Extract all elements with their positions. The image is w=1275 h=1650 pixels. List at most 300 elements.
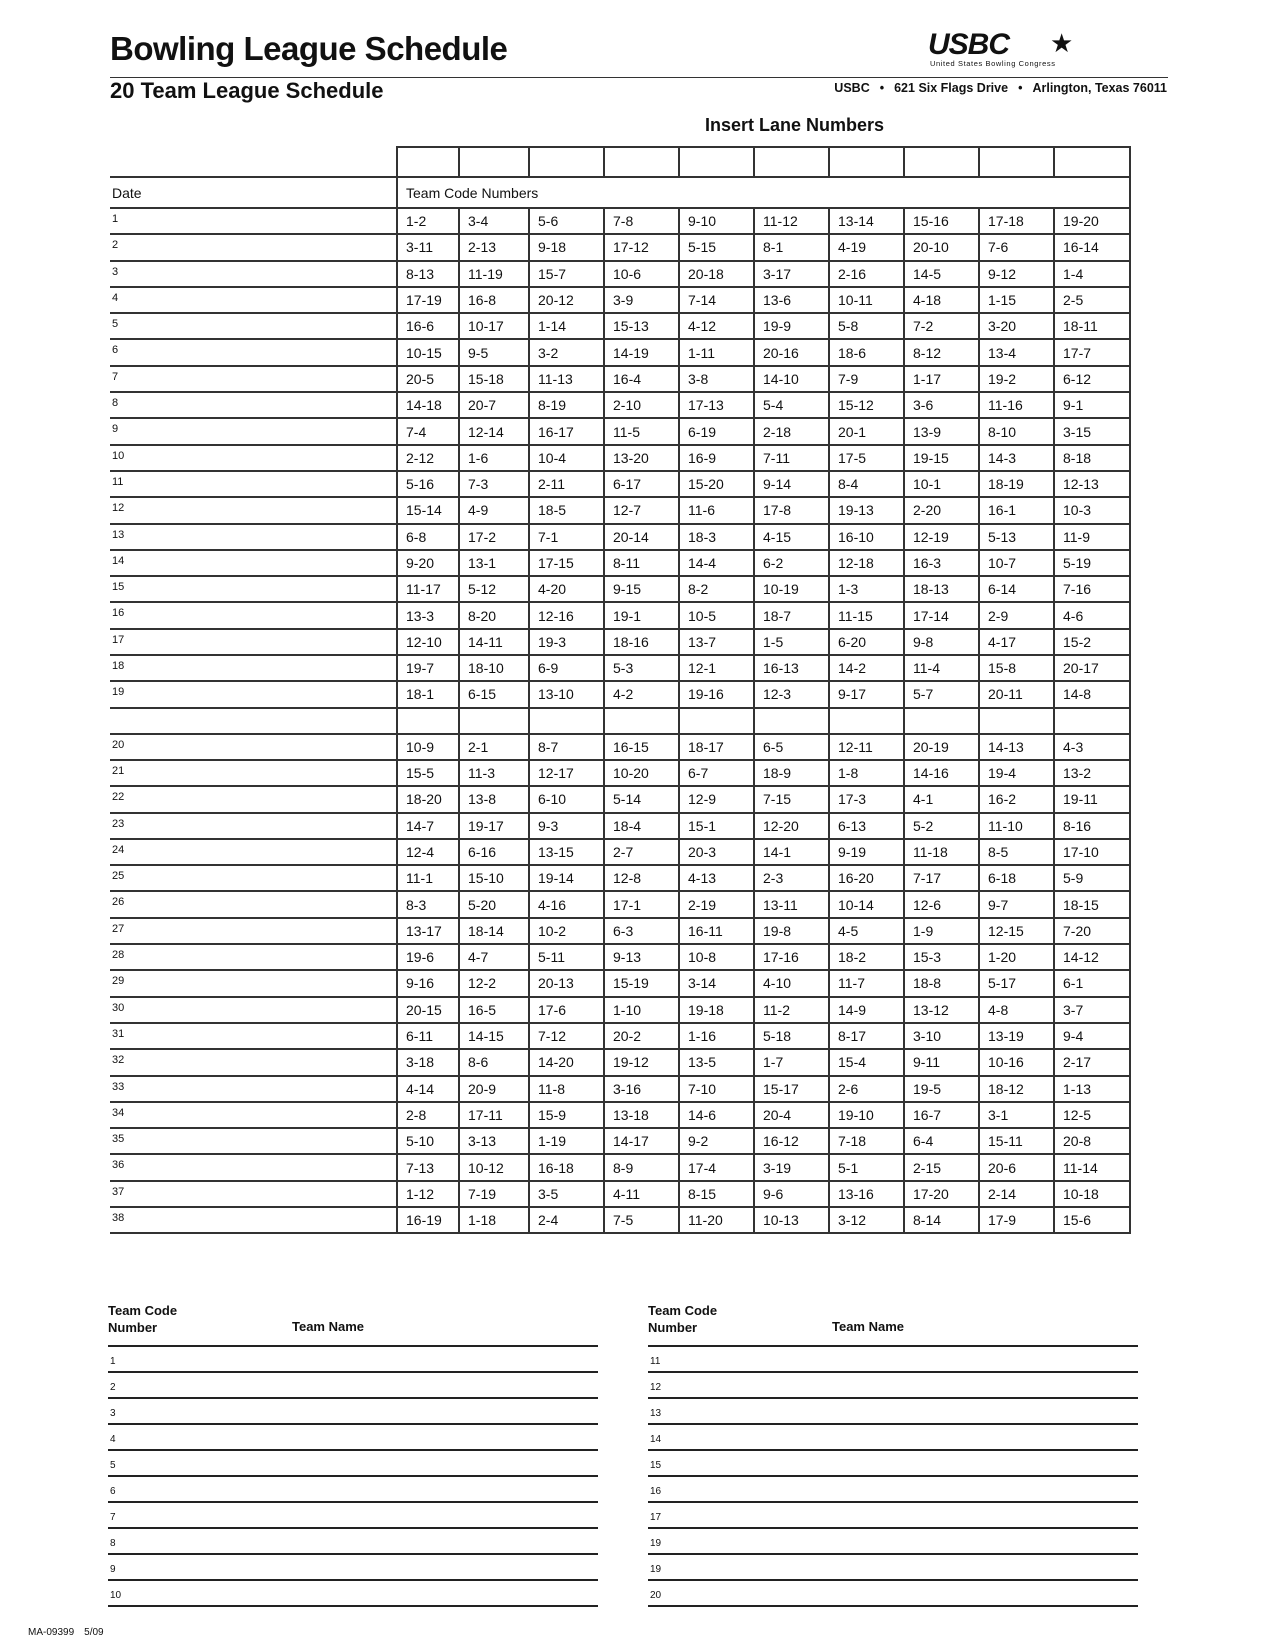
matchup-cell: 17-11 <box>459 1102 529 1128</box>
week-row <box>110 1023 1130 1049</box>
matchup-cell: 12-8 <box>604 865 679 891</box>
matchup-cell: 6-1 <box>1054 970 1130 996</box>
matchup-cell: 5-17 <box>979 970 1054 996</box>
team-code-number: 19 <box>650 1538 662 1549</box>
page-subtitle: 20 Team League Schedule <box>110 78 384 103</box>
matchup-cell: 3-6 <box>904 392 979 418</box>
week-number: 17 <box>110 629 397 655</box>
matchup-cell: 2-20 <box>904 497 979 523</box>
matchup-cell: 3-14 <box>679 970 754 996</box>
team-name-line[interactable] <box>108 1475 598 1501</box>
matchup-cell: 3-20 <box>979 313 1054 339</box>
team-code-number: 10 <box>110 1590 122 1601</box>
matchup-cell: 18-6 <box>829 339 904 365</box>
matchup-cell: 7-18 <box>829 1128 904 1154</box>
week-row <box>110 681 1130 707</box>
matchup-cell: 15-12 <box>829 392 904 418</box>
team-code-number: 12 <box>650 1382 662 1393</box>
matchup-cell: 8-20 <box>459 602 529 628</box>
week-row <box>110 1102 1130 1128</box>
matchup-cell: 6-3 <box>604 918 679 944</box>
matchup-cell: 7-1 <box>529 524 604 550</box>
matchup-cell: 8-1 <box>754 234 829 260</box>
matchup-cell: 17-5 <box>829 445 904 471</box>
matchup-cell: 14-12 <box>1054 944 1130 970</box>
team-name-line[interactable] <box>648 1527 1138 1553</box>
matchup-cell: 12-1 <box>679 655 754 681</box>
lane-number-input[interactable] <box>679 147 754 177</box>
matchup-cell: 3-8 <box>679 366 754 392</box>
matchup-cell: 9-8 <box>904 629 979 655</box>
matchup-cell: 4-2 <box>604 681 679 707</box>
matchup-cell: 9-14 <box>754 471 829 497</box>
matchup-cell: 4-8 <box>979 997 1054 1023</box>
week-number: 29 <box>110 970 397 996</box>
address-street: 621 Six Flags Drive <box>894 81 1009 95</box>
matchup-cell: 17-18 <box>979 208 1054 234</box>
matchup-cell: 16-11 <box>679 918 754 944</box>
matchup-cell: 13-12 <box>904 997 979 1023</box>
matchup-cell: 7-9 <box>829 366 904 392</box>
week-number: 27 <box>110 918 397 944</box>
lane-number-input[interactable] <box>529 147 604 177</box>
team-name-line[interactable] <box>108 1553 598 1579</box>
matchup-cell: 13-2 <box>1054 760 1130 786</box>
matchup-cell: 10-17 <box>459 313 529 339</box>
matchup-cell: 4-17 <box>979 629 1054 655</box>
matchup-cell: 6-18 <box>979 865 1054 891</box>
matchup-cell: 20-11 <box>979 681 1054 707</box>
team-code-number: 5 <box>110 1460 116 1471</box>
week-number: 2 <box>110 234 397 260</box>
lane-number-input[interactable] <box>459 147 529 177</box>
matchup-cell: 20-4 <box>754 1102 829 1128</box>
matchup-cell: 6-12 <box>1054 366 1130 392</box>
matchup-cell: 19-18 <box>679 997 754 1023</box>
matchup-cell: 5-15 <box>679 234 754 260</box>
lane-number-input[interactable] <box>904 708 979 734</box>
team-name-line[interactable] <box>108 1397 598 1423</box>
matchup-cell: 15-10 <box>459 865 529 891</box>
team-name-line[interactable] <box>648 1397 1138 1423</box>
matchup-cell: 3-9 <box>604 287 679 313</box>
matchup-cell: 1-19 <box>529 1128 604 1154</box>
matchup-cell: 5-12 <box>459 576 529 602</box>
matchup-cell: 19-3 <box>529 629 604 655</box>
matchup-cell: 20-8 <box>1054 1128 1130 1154</box>
matchup-cell: 16-7 <box>904 1102 979 1128</box>
matchup-cell: 12-9 <box>679 786 754 812</box>
matchup-cell: 11-8 <box>529 1076 604 1102</box>
week-number: 31 <box>110 1023 397 1049</box>
matchup-cell: 4-12 <box>679 313 754 339</box>
team-code-number: 17 <box>650 1512 662 1523</box>
matchup-cell: 12-16 <box>529 602 604 628</box>
week-row <box>110 786 1130 812</box>
matchup-cell: 15-16 <box>904 208 979 234</box>
matchup-cell: 8-5 <box>979 839 1054 865</box>
usbc-logo <box>928 28 1078 70</box>
matchup-cell: 10-4 <box>529 445 604 471</box>
matchup-cell: 5-2 <box>904 813 979 839</box>
matchup-cell: 19-10 <box>829 1102 904 1128</box>
matchup-cell: 2-10 <box>604 392 679 418</box>
team-name-line[interactable] <box>648 1449 1138 1475</box>
matchup-cell: 18-4 <box>604 813 679 839</box>
matchup-cell: 15-18 <box>459 366 529 392</box>
matchup-cell: 13-7 <box>679 629 754 655</box>
team-name-line[interactable] <box>108 1423 598 1449</box>
lane-number-input[interactable] <box>979 147 1054 177</box>
lane-number-input[interactable] <box>679 708 754 734</box>
matchup-cell: 17-12 <box>604 234 679 260</box>
matchup-cell: 2-12 <box>397 445 459 471</box>
matchup-cell: 17-3 <box>829 786 904 812</box>
week-row <box>110 418 1130 444</box>
matchup-cell: 19-14 <box>529 865 604 891</box>
team-name-line[interactable] <box>648 1371 1138 1397</box>
matchup-cell: 2-19 <box>679 891 754 917</box>
matchup-cell: 13-3 <box>397 602 459 628</box>
matchup-cell: 8-10 <box>979 418 1054 444</box>
matchup-cell: 19-1 <box>604 602 679 628</box>
matchup-cell: 18-17 <box>679 734 754 760</box>
matchup-cell: 19-15 <box>904 445 979 471</box>
matchup-cell: 1-6 <box>459 445 529 471</box>
matchup-cell: 18-5 <box>529 497 604 523</box>
matchup-cell: 15-6 <box>1054 1207 1130 1233</box>
matchup-cell: 10-13 <box>754 1207 829 1233</box>
matchup-cell: 15-7 <box>529 261 604 287</box>
week-number: 24 <box>110 839 397 865</box>
matchup-cell: 4-10 <box>754 970 829 996</box>
matchup-cell: 12-3 <box>754 681 829 707</box>
matchup-cell: 11-5 <box>604 418 679 444</box>
matchup-cell: 3-5 <box>529 1181 604 1207</box>
matchup-cell: 11-3 <box>459 760 529 786</box>
matchup-cell: 6-4 <box>904 1128 979 1154</box>
week-number: 25 <box>110 865 397 891</box>
matchup-cell: 20-18 <box>679 261 754 287</box>
lane-number-input[interactable] <box>904 147 979 177</box>
team-name-line[interactable] <box>648 1553 1138 1579</box>
week-row <box>110 208 1130 234</box>
matchup-cell: 7-12 <box>529 1023 604 1049</box>
week-row <box>110 524 1130 550</box>
matchup-cell: 4-14 <box>397 1076 459 1102</box>
matchup-cell: 13-16 <box>829 1181 904 1207</box>
matchup-cell: 19-12 <box>604 1049 679 1075</box>
matchup-cell: 1-17 <box>904 366 979 392</box>
matchup-cell: 8-6 <box>459 1049 529 1075</box>
team-code-number: 16 <box>650 1486 662 1497</box>
matchup-cell: 17-9 <box>979 1207 1054 1233</box>
matchup-cell: 11-17 <box>397 576 459 602</box>
matchup-cell: 9-4 <box>1054 1023 1130 1049</box>
matchup-cell: 18-11 <box>1054 313 1130 339</box>
matchup-cell: 1-8 <box>829 760 904 786</box>
lane-number-input[interactable] <box>1054 708 1130 734</box>
matchup-cell: 10-20 <box>604 760 679 786</box>
matchup-cell: 12-14 <box>459 418 529 444</box>
matchup-cell: 20-14 <box>604 524 679 550</box>
week-number: 18 <box>110 655 397 681</box>
matchup-cell: 15-3 <box>904 944 979 970</box>
matchup-cell: 20-9 <box>459 1076 529 1102</box>
matchup-cell: 15-2 <box>1054 629 1130 655</box>
lane-number-input[interactable] <box>397 708 459 734</box>
week-number: 23 <box>110 813 397 839</box>
page-title: Bowling League Schedule <box>110 30 508 67</box>
week-row <box>110 287 1130 313</box>
matchup-cell: 4-18 <box>904 287 979 313</box>
matchup-cell: 13-9 <box>904 418 979 444</box>
matchup-cell: 1-12 <box>397 1181 459 1207</box>
matchup-cell: 1-16 <box>679 1023 754 1049</box>
matchup-cell: 14-17 <box>604 1128 679 1154</box>
matchup-cell: 11-16 <box>979 392 1054 418</box>
matchup-cell: 1-20 <box>979 944 1054 970</box>
matchup-cell: 7-5 <box>604 1207 679 1233</box>
team-name-line[interactable] <box>108 1527 598 1553</box>
matchup-cell: 3-16 <box>604 1076 679 1102</box>
matchup-cell: 2-11 <box>529 471 604 497</box>
matchup-cell: 19-2 <box>979 366 1054 392</box>
lane-number-input[interactable] <box>459 708 529 734</box>
matchup-cell: 6-8 <box>397 524 459 550</box>
matchup-cell: 10-5 <box>679 602 754 628</box>
matchup-cell: 13-18 <box>604 1102 679 1128</box>
matchup-cell: 18-1 <box>397 681 459 707</box>
matchup-cell: 19-6 <box>397 944 459 970</box>
matchup-cell: 14-16 <box>904 760 979 786</box>
logo-wordmark: USBC <box>928 28 1010 61</box>
lane-number-input[interactable] <box>1054 147 1130 177</box>
matchup-cell: 18-7 <box>754 602 829 628</box>
roster-name-header: Team Name <box>292 1319 365 1334</box>
lane-number-input[interactable] <box>979 708 1054 734</box>
week-row <box>110 944 1130 970</box>
team-name-line[interactable] <box>108 1579 598 1607</box>
matchup-cell: 10-19 <box>754 576 829 602</box>
matchup-cell: 11-19 <box>459 261 529 287</box>
lane-number-input[interactable] <box>604 147 679 177</box>
matchup-cell: 7-16 <box>1054 576 1130 602</box>
matchup-cell: 20-5 <box>397 366 459 392</box>
matchup-cell: 2-16 <box>829 261 904 287</box>
matchup-cell: 11-6 <box>679 497 754 523</box>
matchup-cell: 14-15 <box>459 1023 529 1049</box>
matchup-cell: 17-10 <box>1054 839 1130 865</box>
team-name-line[interactable] <box>648 1475 1138 1501</box>
matchup-cell: 1-3 <box>829 576 904 602</box>
matchup-cell: 5-18 <box>754 1023 829 1049</box>
matchup-cell: 18-9 <box>754 760 829 786</box>
matchup-cell: 10-9 <box>397 734 459 760</box>
matchup-cell: 9-16 <box>397 970 459 996</box>
matchup-cell: 4-13 <box>679 865 754 891</box>
lane-row-spacer <box>110 147 397 177</box>
team-name-line[interactable] <box>648 1345 1138 1371</box>
roster-lines <box>108 1345 598 1607</box>
matchup-cell: 16-10 <box>829 524 904 550</box>
matchup-cell: 6-7 <box>679 760 754 786</box>
matchup-cell: 4-6 <box>1054 602 1130 628</box>
lane-number-row <box>110 708 1130 734</box>
matchup-cell: 12-13 <box>1054 471 1130 497</box>
week-row <box>110 865 1130 891</box>
matchup-cell: 10-15 <box>397 339 459 365</box>
lane-row-spacer <box>110 708 397 734</box>
team-name-line[interactable] <box>108 1345 598 1371</box>
roster-code-header: Team Code Number <box>108 1303 178 1335</box>
matchup-cell: 13-1 <box>459 550 529 576</box>
matchup-cell: 12-18 <box>829 550 904 576</box>
team-name-line[interactable] <box>648 1579 1138 1607</box>
matchup-cell: 14-11 <box>459 629 529 655</box>
matchup-cell: 5-11 <box>529 944 604 970</box>
matchup-cell: 7-4 <box>397 418 459 444</box>
matchup-cell: 4-7 <box>459 944 529 970</box>
matchup-cell: 4-19 <box>829 234 904 260</box>
matchup-cell: 12-7 <box>604 497 679 523</box>
lane-number-input[interactable] <box>829 708 904 734</box>
matchup-cell: 11-4 <box>904 655 979 681</box>
matchup-cell: 3-19 <box>754 1154 829 1180</box>
matchup-cell: 6-14 <box>979 576 1054 602</box>
roster-lines <box>648 1345 1138 1607</box>
matchup-cell: 8-13 <box>397 261 459 287</box>
organization-address <box>834 81 1167 95</box>
matchup-cell: 17-4 <box>679 1154 754 1180</box>
matchup-cell: 16-14 <box>1054 234 1130 260</box>
matchup-cell: 19-7 <box>397 655 459 681</box>
matchup-cell: 3-2 <box>529 339 604 365</box>
lane-number-input[interactable] <box>397 147 459 177</box>
matchup-cell: 14-20 <box>529 1049 604 1075</box>
matchup-cell: 8-9 <box>604 1154 679 1180</box>
week-row <box>110 997 1130 1023</box>
lane-numbers-title: Insert Lane Numbers <box>705 115 885 135</box>
matchup-cell: 15-13 <box>604 313 679 339</box>
matchup-cell: 5-6 <box>529 208 604 234</box>
matchup-cell: 4-3 <box>1054 734 1130 760</box>
matchup-cell: 12-20 <box>754 813 829 839</box>
matchup-cell: 20-13 <box>529 970 604 996</box>
matchup-cell: 12-5 <box>1054 1102 1130 1128</box>
week-number: 35 <box>110 1128 397 1154</box>
matchup-cell: 9-15 <box>604 576 679 602</box>
matchup-cell: 10-12 <box>459 1154 529 1180</box>
matchup-cell: 3-1 <box>979 1102 1054 1128</box>
matchup-cell: 13-19 <box>979 1023 1054 1049</box>
matchup-cell: 12-11 <box>829 734 904 760</box>
matchup-cell: 5-9 <box>1054 865 1130 891</box>
matchup-cell: 17-15 <box>529 550 604 576</box>
team-name-line[interactable] <box>108 1501 598 1527</box>
week-number: 9 <box>110 418 397 444</box>
matchup-cell: 9-12 <box>979 261 1054 287</box>
matchup-cell: 3-17 <box>754 261 829 287</box>
matchup-cell: 4-9 <box>459 497 529 523</box>
lane-number-input[interactable] <box>604 708 679 734</box>
matchup-cell: 9-20 <box>397 550 459 576</box>
matchup-cell: 9-19 <box>829 839 904 865</box>
matchup-cell: 15-4 <box>829 1049 904 1075</box>
matchup-cell: 18-8 <box>904 970 979 996</box>
matchup-cell: 15-8 <box>979 655 1054 681</box>
week-row <box>110 445 1130 471</box>
team-code-number: 1 <box>110 1356 116 1367</box>
date-column-header: Date <box>110 177 397 208</box>
matchup-cell: 1-5 <box>754 629 829 655</box>
matchup-cell: 14-13 <box>979 734 1054 760</box>
week-row <box>110 839 1130 865</box>
week-number: 30 <box>110 997 397 1023</box>
matchup-cell: 11-2 <box>754 997 829 1023</box>
bullet-icon: • <box>879 81 885 95</box>
matchup-cell: 5-20 <box>459 891 529 917</box>
matchup-cell: 3-13 <box>459 1128 529 1154</box>
team-name-line[interactable] <box>648 1501 1138 1527</box>
team-name-line[interactable] <box>108 1449 598 1475</box>
matchup-cell: 2-14 <box>979 1181 1054 1207</box>
matchup-cell: 6-15 <box>459 681 529 707</box>
matchup-cell: 16-13 <box>754 655 829 681</box>
lane-number-input[interactable] <box>529 708 604 734</box>
team-name-line[interactable] <box>648 1423 1138 1449</box>
week-number: 22 <box>110 786 397 812</box>
week-row <box>110 760 1130 786</box>
matchup-cell: 10-6 <box>604 261 679 287</box>
matchup-cell: 4-5 <box>829 918 904 944</box>
matchup-cell: 5-16 <box>397 471 459 497</box>
matchup-cell: 6-16 <box>459 839 529 865</box>
matchup-cell: 16-2 <box>979 786 1054 812</box>
matchup-cell: 12-4 <box>397 839 459 865</box>
week-row <box>110 550 1130 576</box>
matchup-cell: 3-15 <box>1054 418 1130 444</box>
matchup-cell: 8-17 <box>829 1023 904 1049</box>
matchup-cell: 18-3 <box>679 524 754 550</box>
matchup-cell: 17-8 <box>754 497 829 523</box>
matchup-cell: 14-8 <box>1054 681 1130 707</box>
matchup-cell: 8-4 <box>829 471 904 497</box>
matchup-cell: 17-6 <box>529 997 604 1023</box>
matchup-cell: 14-18 <box>397 392 459 418</box>
address-org: USBC <box>834 81 870 95</box>
team-code-number: 15 <box>650 1460 662 1471</box>
matchup-cell: 5-13 <box>979 524 1054 550</box>
week-number: 14 <box>110 550 397 576</box>
lane-number-input[interactable] <box>829 147 904 177</box>
team-code-number: 14 <box>650 1434 662 1445</box>
matchup-cell: 19-13 <box>829 497 904 523</box>
lane-number-input[interactable] <box>754 708 829 734</box>
matchup-cell: 2-18 <box>754 418 829 444</box>
matchup-cell: 19-4 <box>979 760 1054 786</box>
matchup-cell: 19-11 <box>1054 786 1130 812</box>
matchup-cell: 12-17 <box>529 760 604 786</box>
matchup-cell: 20-17 <box>1054 655 1130 681</box>
matchup-cell: 20-3 <box>679 839 754 865</box>
team-name-line[interactable] <box>108 1371 598 1397</box>
week-row <box>110 339 1130 365</box>
matchup-cell: 16-20 <box>829 865 904 891</box>
matchup-cell: 11-10 <box>979 813 1054 839</box>
matchup-cell: 8-12 <box>904 339 979 365</box>
lane-number-input[interactable] <box>754 147 829 177</box>
